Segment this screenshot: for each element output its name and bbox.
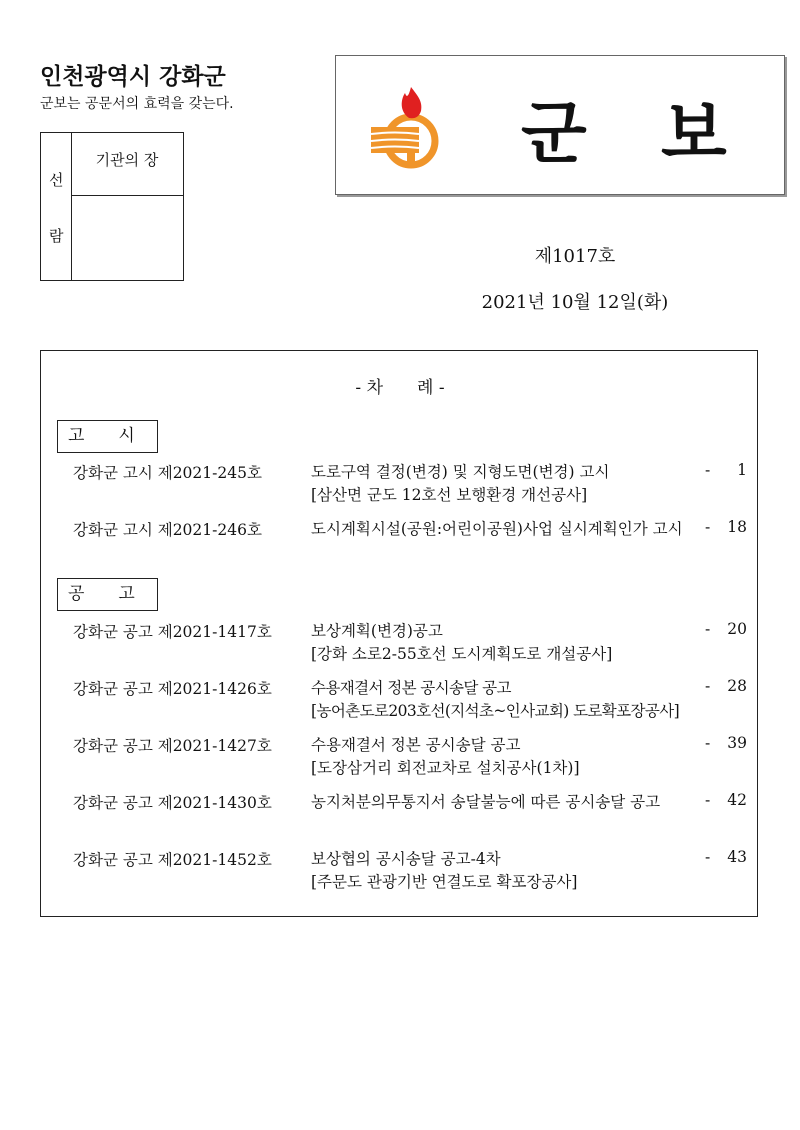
entry-page: 18 xyxy=(727,518,747,536)
entry-title: 수용재결서 정본 공시송달 공고 xyxy=(311,736,521,754)
entry-subtitle: [주문도 관광기반 연결도로 확포장공사] xyxy=(311,873,578,891)
masthead-title-2: 보 xyxy=(661,95,727,174)
entry-number: 강화군 공고 제2021-1426호 xyxy=(73,680,272,698)
entry-dash: - xyxy=(705,620,711,638)
entry-dash: - xyxy=(705,518,711,536)
entry-dash: - xyxy=(705,791,711,809)
entry-title: 도로구역 결정(변경) 및 지형도면(변경) 고시 xyxy=(311,463,610,481)
issue-date: 2021년 10월 12일(화) xyxy=(481,292,669,313)
entry-dash: - xyxy=(705,848,711,866)
entry-page: 1 xyxy=(737,461,747,479)
entry-page: 39 xyxy=(727,734,747,752)
entry-subtitle: [강화 소로2-55호선 도시계획도로 개설공사] xyxy=(311,645,613,663)
issue-number: 제1017호 xyxy=(534,246,616,267)
toc-title: - 차 례 - xyxy=(355,378,445,398)
entry-number: 강화군 고시 제2021-246호 xyxy=(73,521,262,539)
entry-title: 도시계획시설(공원:어린이공원)사업 실시계획인가 고시 xyxy=(311,520,683,538)
entry-dash: - xyxy=(705,461,711,479)
entry-title: 수용재결서 정본 공시송달 공고 xyxy=(311,679,511,697)
entry-page: 28 xyxy=(727,677,747,695)
entry-title: 보상계획(변경)공고 xyxy=(311,622,443,640)
entry-title: 보상협의 공시송달 공고-4차 xyxy=(311,850,501,868)
section-label-notice: 고 시 xyxy=(57,420,158,453)
entry-subtitle: [도장삼거리 회전교차로 설치공사(1차)] xyxy=(311,759,580,777)
entry-number: 강화군 공고 제2021-1427호 xyxy=(73,737,272,755)
entry-number: 강화군 공고 제2021-1452호 xyxy=(73,851,272,869)
entry-page: 20 xyxy=(727,620,747,638)
entry-number: 강화군 공고 제2021-1417호 xyxy=(73,623,272,641)
entry-page: 42 xyxy=(727,791,747,809)
entry-page: 43 xyxy=(727,848,747,866)
review-table xyxy=(40,132,184,281)
review-label-2: 람 xyxy=(49,227,64,245)
organization-name: 인천광역시 강화군 xyxy=(40,64,226,90)
table-of-contents xyxy=(40,350,758,917)
review-label-column xyxy=(41,133,72,280)
entry-dash: - xyxy=(705,734,711,752)
section-label-announcement: 공 고 xyxy=(57,578,158,611)
masthead xyxy=(335,55,785,195)
review-label-1: 선 xyxy=(49,171,64,189)
masthead-title-1: 군 xyxy=(521,95,587,174)
entry-subtitle: [농어촌도로203호선(지석초~인사교회) 도로확포장공사] xyxy=(311,702,680,720)
entry-subtitle: [삼산면 군도 12호선 보행환경 개선공사] xyxy=(311,486,588,504)
entry-number: 강화군 고시 제2021-245호 xyxy=(73,464,262,482)
review-head: 기관의 장 xyxy=(71,133,183,196)
gangwha-logo-icon xyxy=(361,81,451,171)
entry-title: 농지처분의무통지서 송달불능에 따른 공시송달 공고 xyxy=(311,793,661,811)
entry-number: 강화군 공고 제2021-1430호 xyxy=(73,794,272,812)
subtitle: 군보는 공문서의 효력을 갖는다. xyxy=(40,96,234,112)
entry-dash: - xyxy=(705,677,711,695)
